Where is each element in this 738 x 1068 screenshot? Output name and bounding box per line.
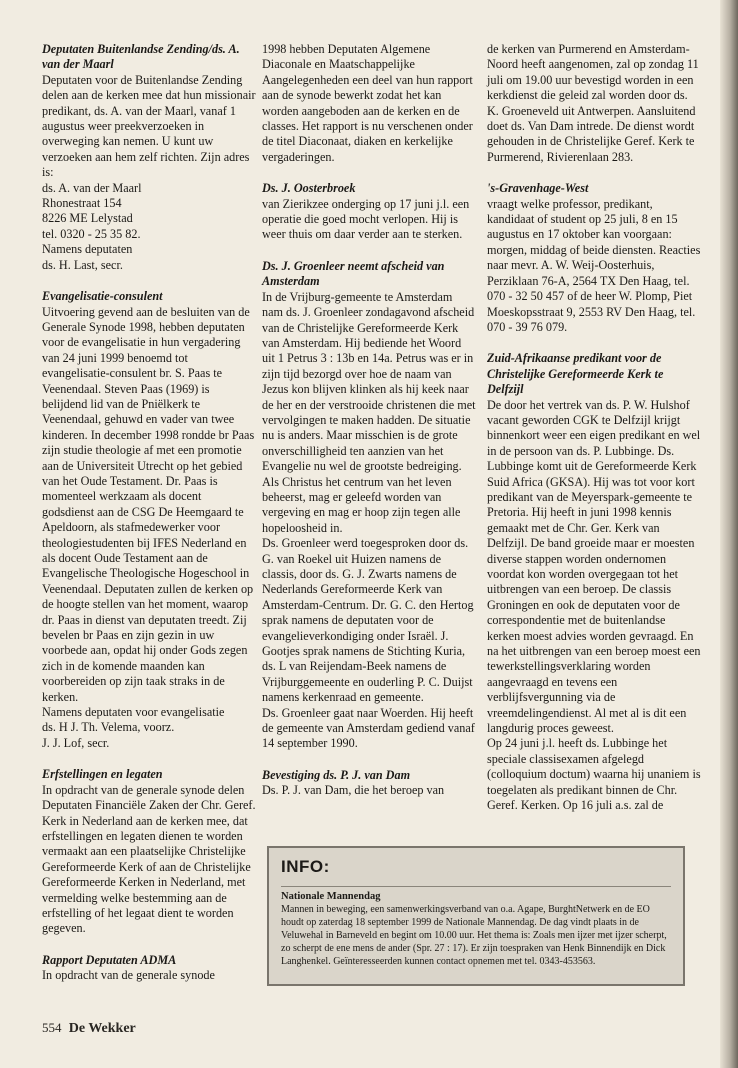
article-body: Ds. P. J. van Dam, die het beroep van	[262, 783, 445, 798]
article-body: van Zierikzee onderging op 17 juni j.l. een operatie die goed mocht verlopen. Hij is weer thuis om daar verder aan te sterken.	[262, 196, 470, 242]
magazine-name: De Wekker	[68, 1021, 136, 1036]
article-body: In opdracht van de generale synode	[42, 968, 215, 983]
article-heading: Ds. J. Oosterbroek	[262, 181, 356, 196]
article	[42, 42, 256, 273]
article	[487, 181, 701, 335]
article-heading: Zuid-Afrikaanse predikant voor de Christelijke Gereformeerde Kerk te Delfzijl	[487, 351, 664, 397]
article-continuation	[487, 42, 701, 165]
article	[487, 351, 701, 813]
column-1	[42, 42, 256, 1000]
page-number: 554	[42, 1020, 62, 1035]
divider	[281, 886, 671, 887]
article-heading: Evangelisatie-consulent	[42, 289, 163, 304]
article-heading: 's-Gravenhage-West	[487, 181, 589, 196]
article-continuation	[262, 42, 476, 165]
article-heading: Deputaten Buitenlandse Zending/ds. A. van der Maarl	[42, 42, 240, 72]
article-heading: Bevestiging ds. P. J. van Dam	[262, 767, 411, 782]
info-text: Mannen in beweging, een samenwerkingsverband van o.a. Agape, BurghtNetwerk en de EO houdt op zaterdag 18 september 1999 de Nationale Mannendag. De dag vindt plaats in de Veluwehal in Barneveld en begint om 10.00 uur. Het thema is: Zoals men ijzer met ijzer scherpt, zo scherpt de ene mens de ander (Spr. 27 : 17). Er zijn toespraken van Henk Binnendijk en Dick Langhenkel. Geïnteresseerden kunnen contact opnemen met tel. 0343-453563.	[281, 904, 667, 967]
article	[42, 953, 256, 984]
article-heading: Erfstellingen en legaten	[42, 767, 163, 782]
article-body: In de Vrijburg-gemeente te Amsterdam nam ds. J. Groenleer zondagavond afscheid van de Christelijke Gereformeerde Kerk van Amsterdam. Hij bediende het Woord uit 1 Petrus 3 : 13b en 14a. Petrus was er in zijn tijd bezorgd over hoe de naam van Jezus kon blijven klinken als hij keek naar de her en der verstrooide christenen die met vervolgingen te maken hadden. De situatie nu is anders. Maar misschien is de grote onverschilligheid ten aanzien van het Evangelie nu wel de grootste bedreiging. Als Christus het centrum van het leven beheerst, mag er geleefd worden van vergeving en mag er hoop zijn tegen alle hopeloosheid in. Ds. Groenleer werd toegesproken door ds. G. van Roekel uit Huizen namens de classis, door ds. G. J. Zwarts namens de Nederlands Gereformeerde Kerk van Amsterdam-Centrum. Dr. G. C. den Hertog sprak namens de deputaten voor de evangelieverkondiging onder Israël. J. Gootjes sprak namens de Stichting Kuria, ds. L van Reijendam-Beek namens de Vrijburggemeente en ouderling P. C. Duijst namens kerkenraad en gemeente. Ds. Groenleer gaat naar Woerden. Hij heeft de gemeente van Amsterdam gediend vanaf 14 september 1990.	[262, 289, 476, 751]
column-2	[262, 42, 476, 815]
article-heading: Rapport Deputaten ADMA	[42, 952, 177, 967]
article	[42, 767, 256, 936]
article	[42, 289, 256, 751]
info-subtitle: Nationale Mannendag	[281, 891, 381, 902]
article-body: In opdracht van de generale synode delen Deputaten Financiële Zaken der Chr. Geref. Kerk in Nederland aan de kerken mee, dat erfstellingen en legaten dienen te worden vermaakt aan een plaatselijke Christelijke Gereformeerde Kerk of aan de Christelijke Gereformeerde Kerken in Nederland, met vermelding welke bestemming aan de erfstelling of het legaat dient te worden gegeven.	[42, 782, 256, 936]
article	[262, 768, 476, 799]
article-body: De door het vertrek van ds. P. W. Hulshof vacant geworden CGK te Delfzijl krijgt binnenkort weer een eigen predikant en wel in de persoon van ds. P. Lubbinge. Ds. Lubbinge komt uit de Gereformeerde Kerk Suid Africa (GKSA). Hij was tot voor kort predikant van de Meyerspark-gemeente te Pretoria. Hij heeft in juni 1998 kennis gemaakt met de Chr. Ger. Kerk van Delfzijl. De band groeide maar er moesten diverse stappen worden ondernomen voordat kon worden overgegaan tot het uitbrengen van een beroep. De classis Groningen en ook de deputaten voor de correspondentie met de buitenlandse kerken moest advies worden gevraagd. En na het uitbrengen van een beroep moest een tewerkstellingsverklaring worden aangevraagd en tevens een verblijfsvergunning via de vreemdelingendienst. Al met al is dit een langdurig proces geweest. Op 24 juni j.l. heeft ds. Lubbinge het speciale classisexamen afgelegd (colloquium doctum) waarna hij unaniem is toegelaten als predikant binnen de Chr. Geref. Kerken. Op 16 juli a.s. zal de	[487, 397, 701, 813]
article-body: Deputaten voor de Buitenlandse Zending delen aan de kerken mee dat hun missionair predikant, ds. A. van der Maarl, vanaf 1 augustus weer preekverzoeken in overweging kan nemen. U kunt uw verzoeken aan hem zelf richten. Zijn adres is: ds. A. van der Maarl Rhonestraat 154 8226 ME Lelystad tel. 0320 - 25 35 82. Namens deputaten ds. H. Last, secr.	[42, 72, 256, 272]
article-body: de kerken van Purmerend en Amsterdam-Noord heeft aangenomen, zal op zondag 11 juli om 19.00 uur bevestigd worden in een kerkdienst die geleid zal worden door ds. K. Groeneveld uit Antwerpen. Aansluitend doet ds. Van Dam intrede. De dienst wordt gehouden in de Christelijke Geref. Kerk te Purmerend, Rivierenlaan 283.	[487, 42, 699, 164]
info-title: INFO:	[281, 857, 330, 876]
article	[262, 181, 476, 243]
article-body: vraagt welke professor, predikant, kandidaat of student op 25 juli, 8 en 15 augustus en 17 oktober kan voorgaan: morgen, middag of beide diensten. Reacties naar mevr. A. W. Weij-Oosterhuis, Perziklaan 76-A, 2564 TX Den Haag, tel. 070 - 32 50 457 of de heer W. Plomp, Piet Moeskopsstraat 9, 2553 RV Den Haag, tel. 070 - 39 76 079.	[487, 196, 701, 334]
article-body: 1998 hebben Deputaten Algemene Diaconale en Maatschappelijke Aangelegenheden een deel van hun rapport aan de synode bewerkt zodat het kan worden aangeboden aan de kerken en de classes. Het rapport is nu verschenen onder de titel Diaconaat, diaken en kerkelijke vergaderingen.	[262, 42, 473, 164]
page-binding-shadow	[720, 0, 738, 1068]
page-footer	[42, 1020, 136, 1037]
article-heading: Ds. J. Groenleer neemt afscheid van Amsterdam	[262, 258, 445, 289]
article-body: Uitvoering gevend aan de besluiten van de Generale Synode 1998, hebben deputaten voor de evangelisatie in hun vergadering van 24 juni 1999 benoemd tot evangelisatie-consulent br. S. Paas te Veenendaal. Steven Paas (1969) is belijdend lid van de Pniëlkerk te Veenendaal, gehuwd en vader van twee kinderen. In december 1998 rondde br Paas zijn studie theologie af met een promotie aan de Universiteit Utrecht op het gebied van het Oude Testament. Dr. Paas is momenteel werkzaam als docent godsdienst aan de CSG De Heemgaard te Apeldoorn, als stafmedewerker voor theologiestudenten bij IFES Nederland en als docent Oude Testament aan de Evangelische Theologische Hogeschool in Veenendaal. Deputaten zullen de kerken op de hoogte stellen van het moment, waarop dr. Paas in dienst van deputaten treedt. Zij bevelen br Paas en zijn gezin in uw voorbede aan, opdat hij onder Gods zegen zich in de komende maanden kan voorbereiden op zijn taak straks in de kerken. Namens deputaten voor evangelisatie ds. H J. Th. Velema, voorz. J. J. Lof, secr.	[42, 304, 255, 750]
article	[262, 259, 476, 752]
info-box	[267, 846, 685, 986]
column-3	[487, 42, 701, 830]
